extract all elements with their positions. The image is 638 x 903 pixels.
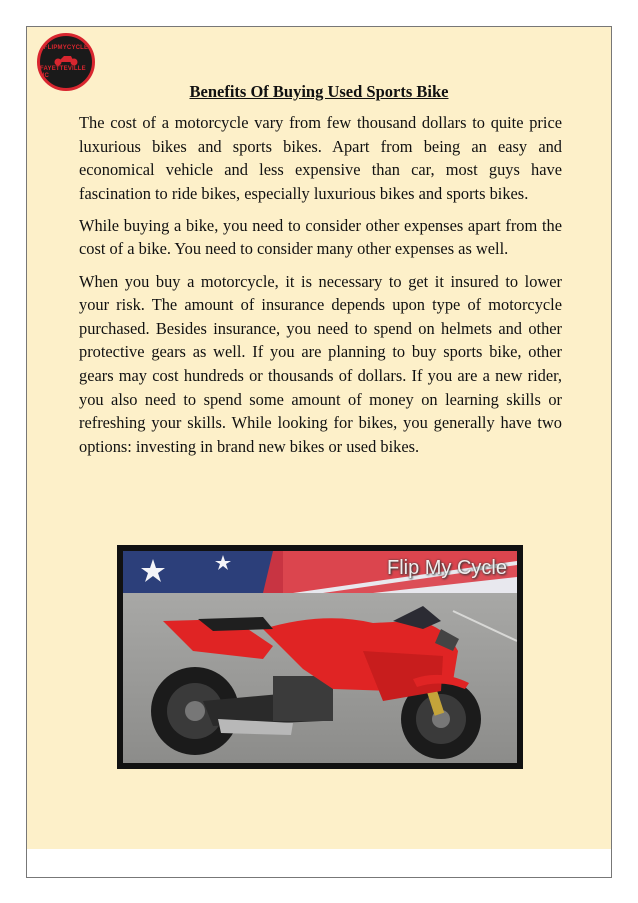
paragraph-3: When you buy a motorcycle, it is necessary to get it insured to lower your risk. The amount of insurance depends upon type of motorcycle purchased. Besides insurance, you need to spend on helmets and other protective gears as well. If you are planning to buy sports bike, other gears may cost hundreds or thousands of dollars. If you are a new rider, you also need to spend some amount of money on learning skills or refreshing your skills. While looking for bikes, you generally have two options: investing in brand new bikes or used bikes. — [79, 271, 562, 456]
photo-watermark: Flip My Cycle — [386, 557, 507, 579]
document-title: Benefits Of Buying Used Sports Bike — [189, 82, 449, 101]
document-body — [79, 111, 562, 467]
document-page — [26, 26, 612, 878]
logo-top-text: FLIPMYCYCLE — [43, 44, 89, 51]
sports-bike-image — [123, 551, 517, 763]
motorcycle-icon — [52, 52, 80, 66]
logo-bottom-text: FAYETTEVILLE NC — [40, 65, 86, 79]
paragraph-2: While buying a bike, you need to consider other expenses apart from the cost of a bike. You need to consider many other expenses as well. — [79, 215, 562, 259]
motorcycle-photo — [117, 545, 523, 769]
page-background — [27, 27, 611, 849]
paragraph-1: The cost of a motorcycle vary from few thousand dollars to quite price luxurious bikes and sports bikes. Apart from being an easy and economical vehicle and less expensive than car, most guys have fascination to ride bikes, especially luxurious bikes and sports bikes. — [79, 113, 562, 203]
